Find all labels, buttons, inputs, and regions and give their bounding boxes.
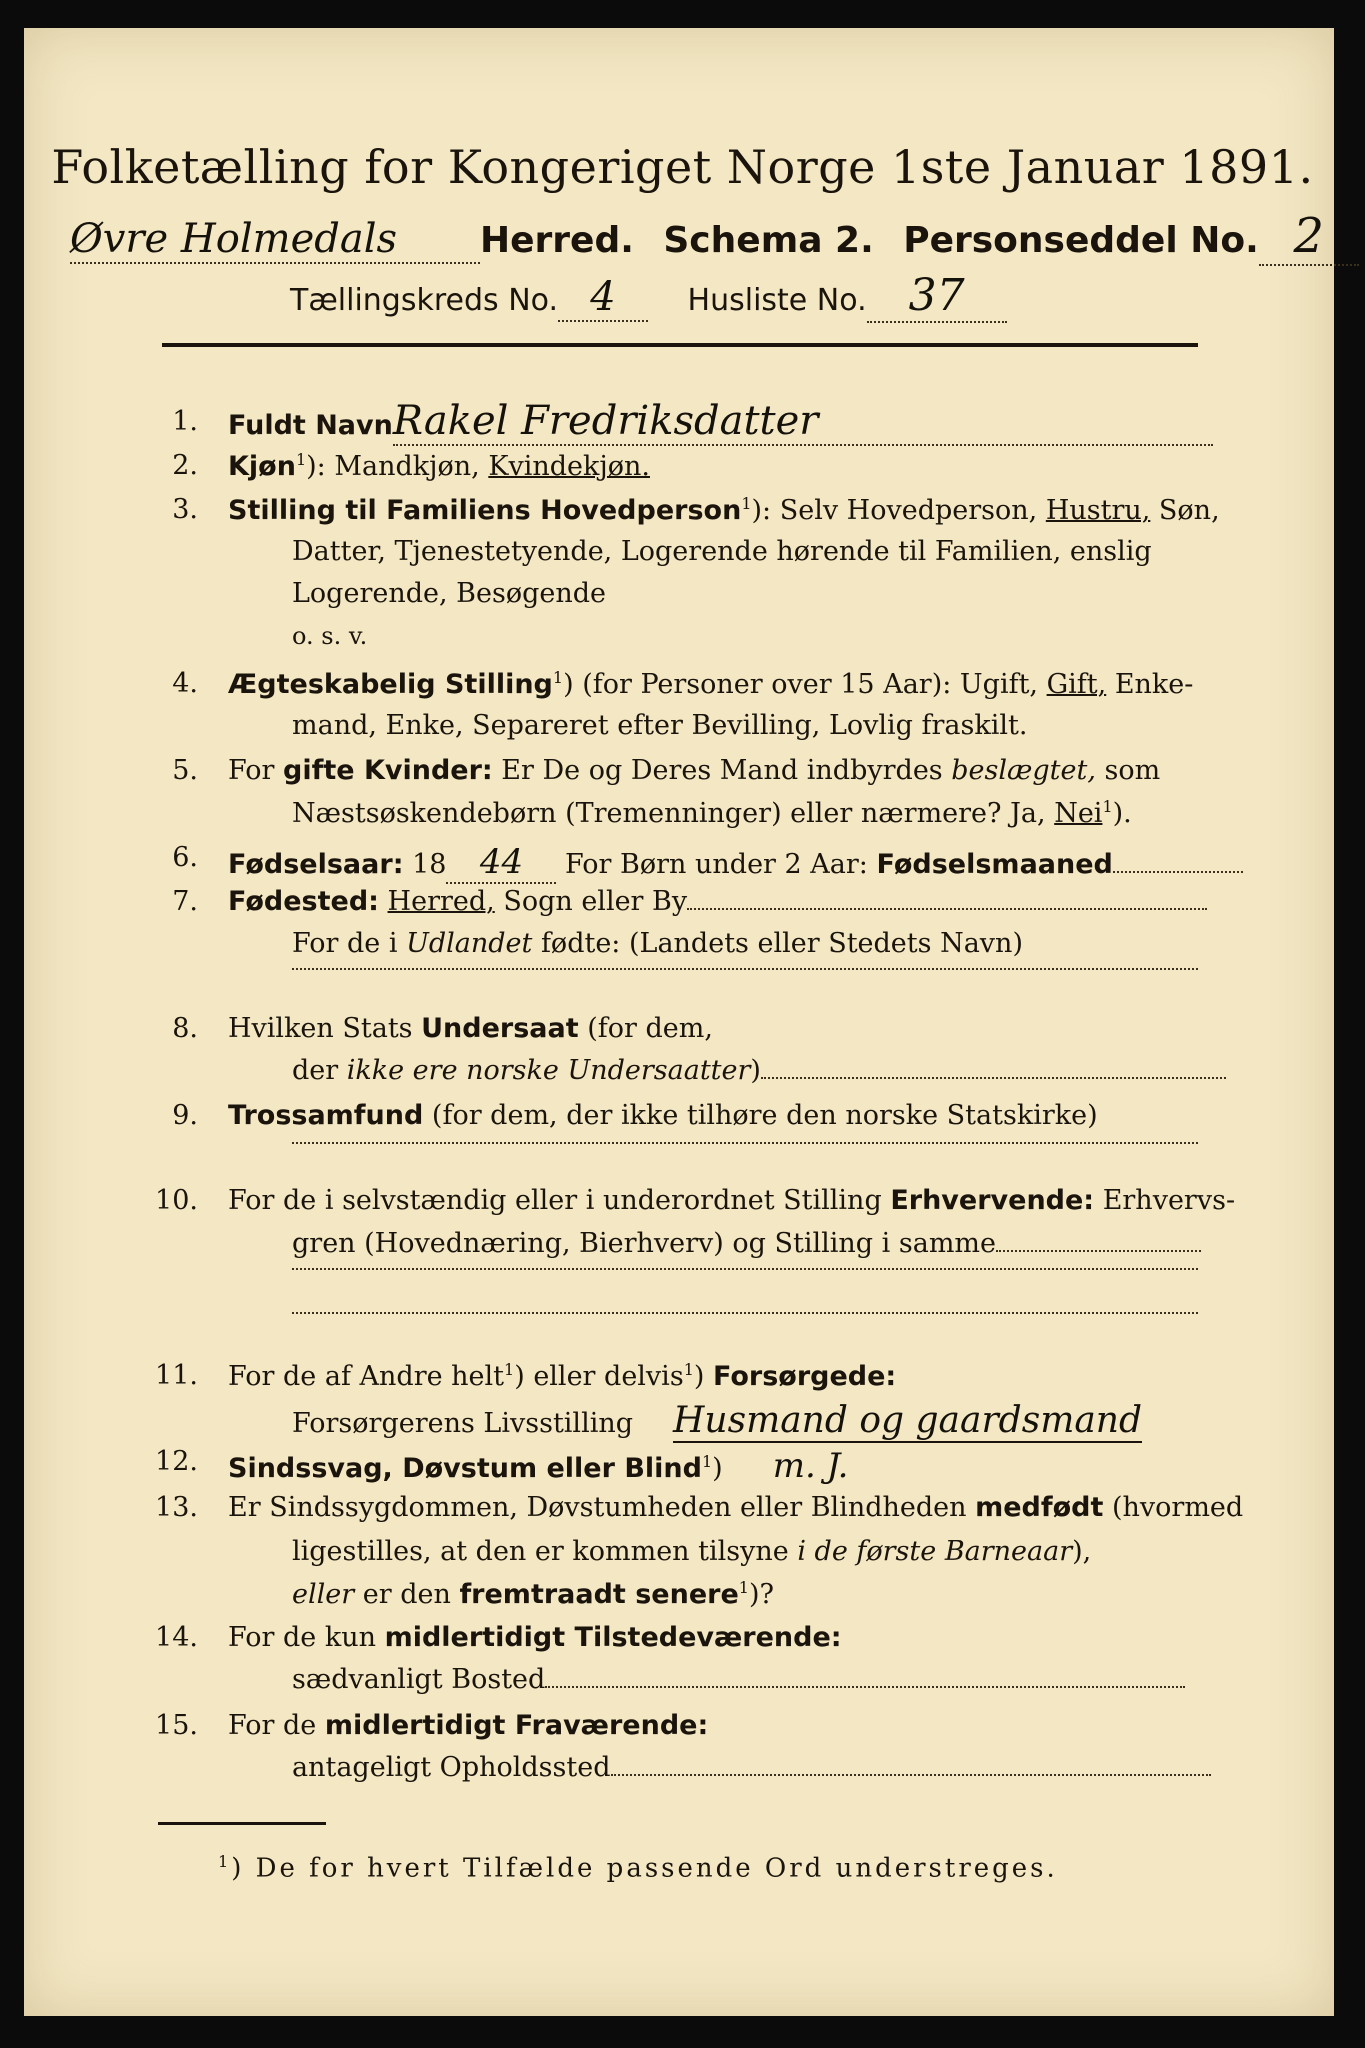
item-6-text: For Børn under 2 Aar: [556,849,877,880]
item-5-italic: beslægtet, [951,755,1096,786]
item-7-birthplace [228,886,1207,917]
item-4-line-2: mand, Enke, Separeret efter Bevilling, Lovlig fraskilt. [292,710,1028,741]
herred-line [70,208,1359,266]
item-3-line-2: Datter, Tjenestetyende, Logerende hørende til Familien, enslig [292,536,1152,567]
item-13-line-3-label: fremtraadt senere [459,1579,739,1610]
item-15-line-2-text: antageligt Opholdssted [292,1752,611,1783]
item-number-13: 13. [155,1492,198,1523]
item-3-selected: Hustru, [1045,495,1151,526]
item-1-value: Rakel Fredriksdatter [393,398,1213,446]
kreds-value: 4 [558,274,648,322]
item-13-line-3-italic: eller [292,1579,355,1610]
form-title: Folketælling for Kongeriget Norge 1ste Januar 1891. [51,140,1314,194]
item-11-text-3: ) [693,1361,713,1392]
item-12-tail: ) [712,1453,723,1484]
item-number-14: 14. [155,1622,198,1653]
item-5-selected: Nei [1054,798,1103,829]
item-8-text: Hvilken Stats [228,1013,422,1044]
item-7-label: Fødested: [228,886,379,917]
item-4-options-tail: Enke- [1106,669,1194,700]
footnote-text: ) De for hvert Tilfælde passende Ord understreges. [231,1853,1058,1884]
item-14-line-2 [292,1664,1185,1695]
item-5-tail: som [1095,755,1161,786]
item-number-9: 9. [172,1100,198,1131]
item-4-label: Ægteskabelig Stilling [228,669,553,700]
item-10-occupation [228,1185,1235,1216]
husliste-value: 37 [867,270,1007,323]
item-number-10: 10. [155,1185,198,1216]
item-14-line-2-text: sædvanligt Bosted [292,1664,546,1695]
item-11-text-2: ) eller delvis [514,1361,684,1392]
item-15-label: midlertidigt Fraværende: [324,1710,709,1741]
footnote-mark: 1 [1102,797,1113,816]
item-3-label: Stilling til Familiens Hovedperson [228,495,742,526]
item-3-relation [228,494,1220,526]
item-10-line-2-text: gren (Hovednæring, Bierhverv) og Stilling i samme [292,1228,997,1259]
husliste-label: Husliste No. [687,283,867,318]
item-7-line-2-text: For de i [292,928,407,959]
item-number-4: 4. [172,668,198,699]
item-14-blank [545,1686,1185,1688]
item-13-tail: (hvormed [1103,1492,1244,1523]
item-4-selected: Gift, [1046,669,1107,700]
item-3-options-tail: Søn, [1150,495,1220,526]
item-5-married-women [228,755,1160,786]
item-15-blank [611,1774,1211,1776]
item-10-label: Erhvervende: [890,1185,1095,1216]
item-13-line-3-text: er den [354,1579,460,1610]
item-number-5: 5. [172,755,198,786]
item-number-15: 15. [155,1710,198,1741]
item-7-blank-2 [292,968,1198,970]
item-13-italic: i de første Barneaar [797,1536,1073,1567]
footnote-rule [158,1822,326,1825]
item-7-italic: Udlandet [406,928,533,959]
item-number-11: 11. [155,1360,198,1391]
item-12-value: m. J. [772,1446,849,1486]
item-1-label: Fuldt Navn [228,410,393,441]
item-11-text: For de af Andre helt [228,1361,505,1392]
item-14-temporary-present [228,1622,842,1653]
item-number-3: 3. [172,494,198,525]
item-15-temporary-absent [228,1710,708,1741]
schema-label: Schema 2. [663,220,874,261]
item-6-value: 44 [446,842,556,884]
item-2-options: ): Mandkjøn, [306,451,489,482]
item-13-label: medfødt [975,1492,1104,1523]
item-9-blank [292,1142,1198,1144]
item-8-citizenship [228,1013,713,1044]
item-4-options: ) (for Personer over 15 Aar): Ugift, [563,669,1047,700]
personseddel-value: 2 [1259,208,1359,266]
item-3-line-3: Logerende, Besøgende [292,578,606,609]
item-8-label: Undersaat [421,1013,579,1044]
herred-value: Øvre Holmedals [70,216,480,264]
item-9-religion [228,1100,1098,1131]
item-number-12: 12. [155,1446,198,1477]
item-7-line-2-tail: fødte: (Landets eller Stedets Navn) [532,928,1023,959]
item-number-7: 7. [172,886,198,917]
item-13-line-2 [292,1536,1091,1567]
item-5-text: Er De og Deres Mand indbyrdes [492,755,952,786]
item-7-options: Sogn eller By [494,886,688,917]
item-number-1: 1. [172,406,198,437]
item-3-line-4: o. s. v. [292,622,368,650]
item-10-tail: Erhvervs- [1094,1185,1236,1216]
header-rule [162,343,1198,347]
item-9-label: Trossamfund [228,1100,424,1131]
item-8-blank [761,1077,1226,1079]
item-5-line-2 [292,797,1132,829]
item-6-label: Fødselsaar: [228,849,404,880]
item-7-blank [687,908,1207,910]
item-5-line-2-tail: ). [1112,798,1132,829]
item-2-label: Kjøn [228,451,296,482]
footnote-mark: 1 [683,1360,694,1379]
item-11-label: Forsørgede: [713,1361,897,1392]
item-6-label-2: Fødselsmaaned [876,849,1113,880]
item-5-label: gifte Kvinder: [283,755,493,786]
item-13-line-3-tail: )? [748,1579,774,1610]
item-6-century: 18 [403,849,447,880]
item-4-marital [228,668,1193,700]
footnote-mark: 1 [552,668,564,687]
kreds-line [290,270,1007,323]
item-11-supported [228,1360,896,1392]
item-8-line-2-text: der [292,1055,347,1086]
item-10-blank-3 [292,1312,1198,1314]
herred-label: Herred. [480,220,634,261]
item-6-month-blank [1113,871,1243,873]
item-14-label: midlertidigt Tilstedeværende: [384,1622,842,1653]
item-8-line-2-tail: ) [750,1055,761,1086]
item-10-blank [996,1250,1201,1252]
item-13-line-3 [292,1578,774,1610]
personseddel-label: Personseddel No. [903,220,1259,261]
item-15-text: For de [228,1710,325,1741]
item-8-italic: ikke ere norske Undersaatter [346,1055,751,1086]
footnote-mark: 1 [295,450,307,469]
item-5-pre: For [228,755,284,786]
footnote [218,1852,1058,1884]
item-2-selected: Kvindekjøn. [488,451,650,482]
item-8-line-2 [292,1055,1226,1086]
item-11-value: Husmand og gaardsmand [673,1400,1143,1441]
item-13-congenital [228,1492,1243,1523]
item-7-line-2 [292,928,1023,959]
item-12-label: Sindssvag, Døvstum eller Blind [228,1453,702,1484]
item-10-blank-2 [292,1268,1198,1270]
item-number-8: 8. [172,1013,198,1044]
item-11-line-2-text: Forsørgerens Livsstilling [292,1408,634,1439]
item-8-tail: (for dem, [578,1013,713,1044]
item-12-disability [228,1446,848,1486]
footnote-mark: 1 [218,1852,232,1871]
item-15-line-2 [292,1752,1211,1783]
item-13-line-2-tail: ), [1072,1536,1092,1567]
item-3-options: ): Selv Hovedperson, [751,495,1046,526]
item-number-6: 6. [172,842,198,873]
kreds-label: Tællingskreds No. [290,283,558,318]
item-1-full-name [228,398,1213,446]
item-10-text: For de i selvstændig eller i underordnet Stilling [228,1185,891,1216]
item-2-sex [228,450,650,482]
item-9-text: (for dem, der ikke tilhøre den norske Statskirke) [423,1100,1098,1131]
footnote-mark: 1 [741,494,752,513]
item-14-text: For de kun [228,1622,385,1653]
footnote-mark: 1 [738,1578,749,1597]
item-11-line-2 [292,1400,1142,1441]
item-13-line-2-text: ligestilles, at den er kommen tilsyne [292,1536,798,1567]
item-6-birth-year [228,842,1243,884]
footnote-mark: 1 [701,1452,713,1471]
item-13-text: Er Sindssygdommen, Døvstumheden eller Blindheden [228,1492,976,1523]
footnote-mark: 1 [504,1360,515,1379]
item-10-line-2 [292,1228,1201,1259]
item-7-selected: Herred, [387,886,495,917]
item-number-2: 2. [172,450,198,481]
item-5-line-2-text: Næstsøskendebørn (Tremenninger) eller nærmere? Ja, [292,798,1055,829]
